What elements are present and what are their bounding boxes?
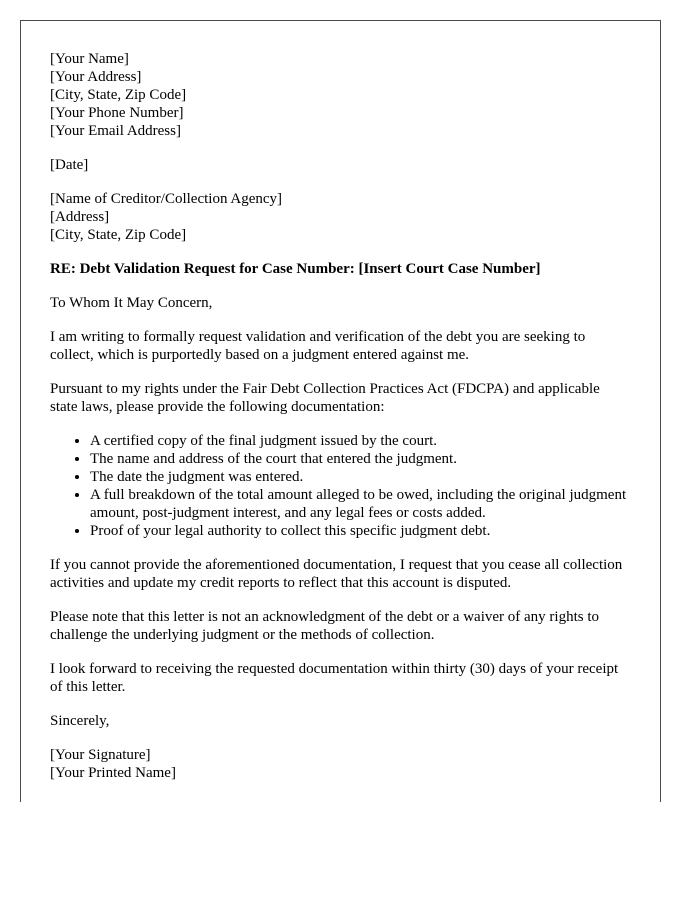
sender-phone: [Your Phone Number] — [50, 105, 184, 121]
recipient-block — [50, 190, 630, 244]
recipient-city-state-zip: [City, State, Zip Code] — [50, 227, 187, 243]
printed-name: [Your Printed Name] — [50, 765, 176, 781]
date-block — [50, 156, 630, 174]
subject-line: RE: Debt Validation Request for Case Number: [Insert Court Case Number] — [50, 261, 541, 277]
recipient-address: [Address] — [50, 209, 110, 225]
pursuant-paragraph: Pursuant to my rights under the Fair Debt Collection Practices Act (FDCPA) and applicable state laws, please provide the following documentation: — [50, 381, 600, 415]
letter-content — [50, 50, 630, 798]
cease-paragraph: If you cannot provide the aforementioned documentation, I request that you cease all collection activities and update my credit reports to reflect that this account is disputed. — [50, 557, 623, 591]
list-item: • A certified copy of the final judgment issued by the court. — [90, 432, 630, 450]
intro-paragraph: I am writing to formally request validation and verification of the debt you are seeking to collect, which is purportedly based on a judgment entered against me. — [50, 329, 586, 363]
closing-request-paragraph: I look forward to receiving the requested documentation within thirty (30) days of your receipt of this letter. — [50, 661, 619, 695]
note-paragraph: Please note that this letter is not an acknowledgment of the debt or a waiver of any rights to challenge the underlying judgment or the methods of collection. — [50, 609, 600, 643]
letter-date: [Date] — [50, 157, 89, 173]
list-item: • A full breakdown of the total amount alleged to be owed, including the original judgment amount, post-judgment interest, and any legal fees or costs added. — [90, 486, 630, 522]
sender-address: [Your Address] — [50, 69, 142, 85]
sender-block — [50, 50, 630, 140]
signature-line: [Your Signature] — [50, 747, 151, 763]
sender-city-state-zip: [City, State, Zip Code] — [50, 87, 187, 103]
signoff: Sincerely, — [50, 713, 110, 729]
list-item: • Proof of your legal authority to collect this specific judgment debt. — [90, 522, 630, 540]
sender-email: [Your Email Address] — [50, 123, 181, 139]
list-item: • The date the judgment was entered. — [90, 468, 630, 486]
letter-page — [20, 20, 661, 802]
salutation: To Whom It May Concern, — [50, 295, 213, 311]
signature-block — [50, 746, 630, 782]
recipient-name: [Name of Creditor/Collection Agency] — [50, 191, 283, 207]
list-item: • The name and address of the court that entered the judgment. — [90, 450, 630, 468]
sender-name: [Your Name] — [50, 51, 129, 67]
documentation-list — [50, 432, 630, 540]
